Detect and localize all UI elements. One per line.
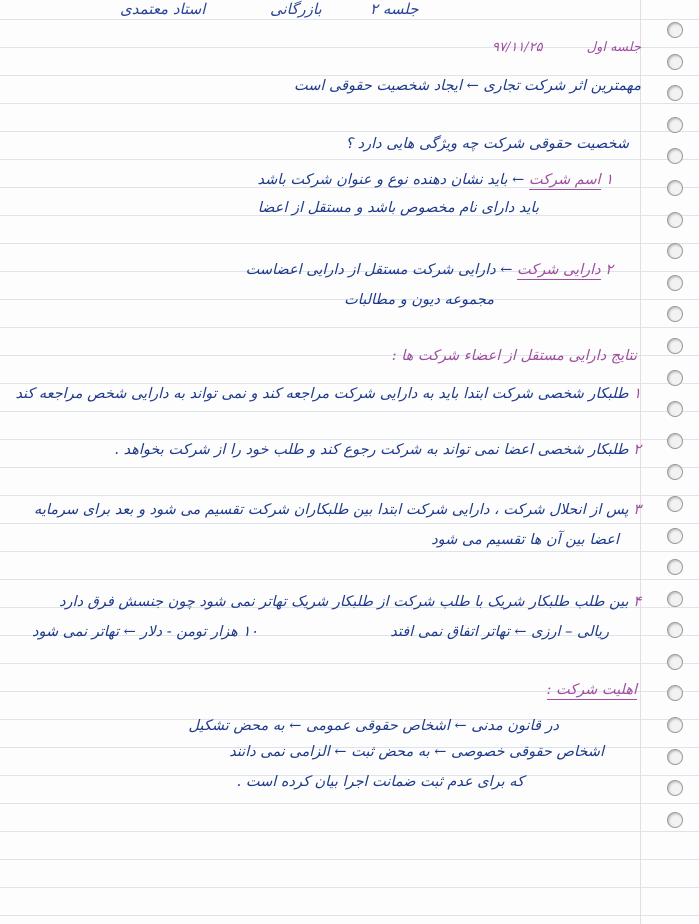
binder-hole (667, 54, 683, 70)
note-line-13-left: ۱۰ هزار تومن - دلار ← تهاتر نمی شود (32, 624, 259, 640)
binder-hole (667, 22, 683, 38)
binder-hole (667, 117, 683, 133)
header-subject: بازرگانی (270, 0, 322, 18)
note-line-10 (34, 500, 641, 520)
header-part: جلسه ۲ (370, 0, 419, 18)
section-heading-asset-results: نتایج دارایی مستقل از اعضاء شرکت ها : (391, 348, 637, 364)
binder-hole (667, 654, 683, 670)
item-text: طلبکار شخصی اعضا نمی تواند به شرکت رجوع کند و طلب خود را از شرکت بخواهد . (114, 442, 629, 458)
binder-hole (667, 749, 683, 765)
binder-hole (667, 180, 683, 196)
note-line-13-right: ریالی – ارزی ← تهاتر اتفاق نمی افتد (390, 624, 609, 640)
definition-text: ← باید نشان دهنده نوع و عنوان شرکت باشد (257, 172, 525, 188)
binder-hole (667, 780, 683, 796)
margin-line (640, 0, 641, 924)
session-label (587, 38, 641, 58)
binder-hole (667, 685, 683, 701)
item-text: طلبکار شخصی شرکت ابتدا باید به دارایی شرکت مراجعه کند و نمی تواند به دارایی شخص مراجعه کند (15, 386, 629, 402)
binder-holes (651, 0, 699, 924)
session-title: جلسه اول (586, 40, 641, 55)
binder-hole (667, 433, 683, 449)
binder-hole (667, 243, 683, 259)
note-line-12 (59, 592, 641, 612)
item-text: پس از انحلال شرکت ، دارایی شرکت ابتدا بین طلبکاران شرکت تقسیم می شود و بعد برای سرمایه (34, 502, 629, 518)
term-company-name: اسم شرکت (528, 172, 601, 188)
binder-hole (667, 306, 683, 322)
note-line-5 (246, 260, 613, 280)
note-line-1: مهمترین اثر شرکت تجاری ← ایجاد شخصیت حقوقی است (293, 78, 641, 94)
definition-text: ← دارایی شرکت مستقل از دارایی اعضاست (245, 262, 513, 278)
section-heading-capacity (547, 680, 637, 700)
note-line-9 (114, 440, 641, 460)
binder-hole (667, 559, 683, 575)
binder-hole (667, 338, 683, 354)
binder-hole (667, 401, 683, 417)
item-number: ۴ (633, 594, 641, 610)
binder-hole (667, 812, 683, 828)
note-line-2: شخصیت حقوقی شرکت چه ویژگی هایی دارد ؟ (345, 136, 629, 152)
item-number: ۱ (633, 386, 641, 402)
session-date: ۹۷/۱۱/۲۵ (492, 40, 543, 55)
note-line-4: باید دارای نام مخصوص باشد و مستقل از اعضا (257, 200, 539, 216)
binder-hole (667, 717, 683, 733)
binder-hole (667, 275, 683, 291)
binder-hole (667, 370, 683, 386)
binder-hole (667, 148, 683, 164)
binder-hole (667, 464, 683, 480)
item-number: ۲ (633, 442, 641, 458)
capacity-heading-text: اهلیت شرکت : (546, 682, 637, 698)
item-text: بین طلب طلبکار شریک با طلب شرکت از طلبکار شریک تهاتر نمی شود چون جنسش فرق دارد (59, 594, 629, 610)
note-line-11: اعضا بین آن ها تقسیم می شود (431, 532, 619, 548)
item-number: ۲ (605, 262, 613, 278)
note-line-6: مجموعه دیون و مطالبات (344, 292, 494, 308)
binder-hole (667, 212, 683, 228)
item-number: ۱ (605, 172, 613, 188)
binder-hole (667, 622, 683, 638)
item-number: ۳ (633, 502, 641, 518)
note-line-17: که برای عدم ثبت ضمانت اجرا بیان کرده است . (236, 774, 524, 790)
header-teacher: استاد معتمدی (120, 0, 206, 18)
binder-hole (667, 528, 683, 544)
note-line-8 (15, 384, 641, 404)
term-company-assets: دارایی شرکت (517, 262, 601, 278)
note-line-15: در قانون مدنی ← اشخاص حقوقی عمومی ← به محض تشکیل (188, 718, 559, 734)
note-line-16: اشخاص حقوقی خصوصی ← به محض ثبت ← الزامی نمی دانند (229, 744, 604, 760)
binder-hole (667, 591, 683, 607)
binder-hole (667, 496, 683, 512)
binder-hole (667, 85, 683, 101)
note-line-3 (258, 170, 613, 190)
